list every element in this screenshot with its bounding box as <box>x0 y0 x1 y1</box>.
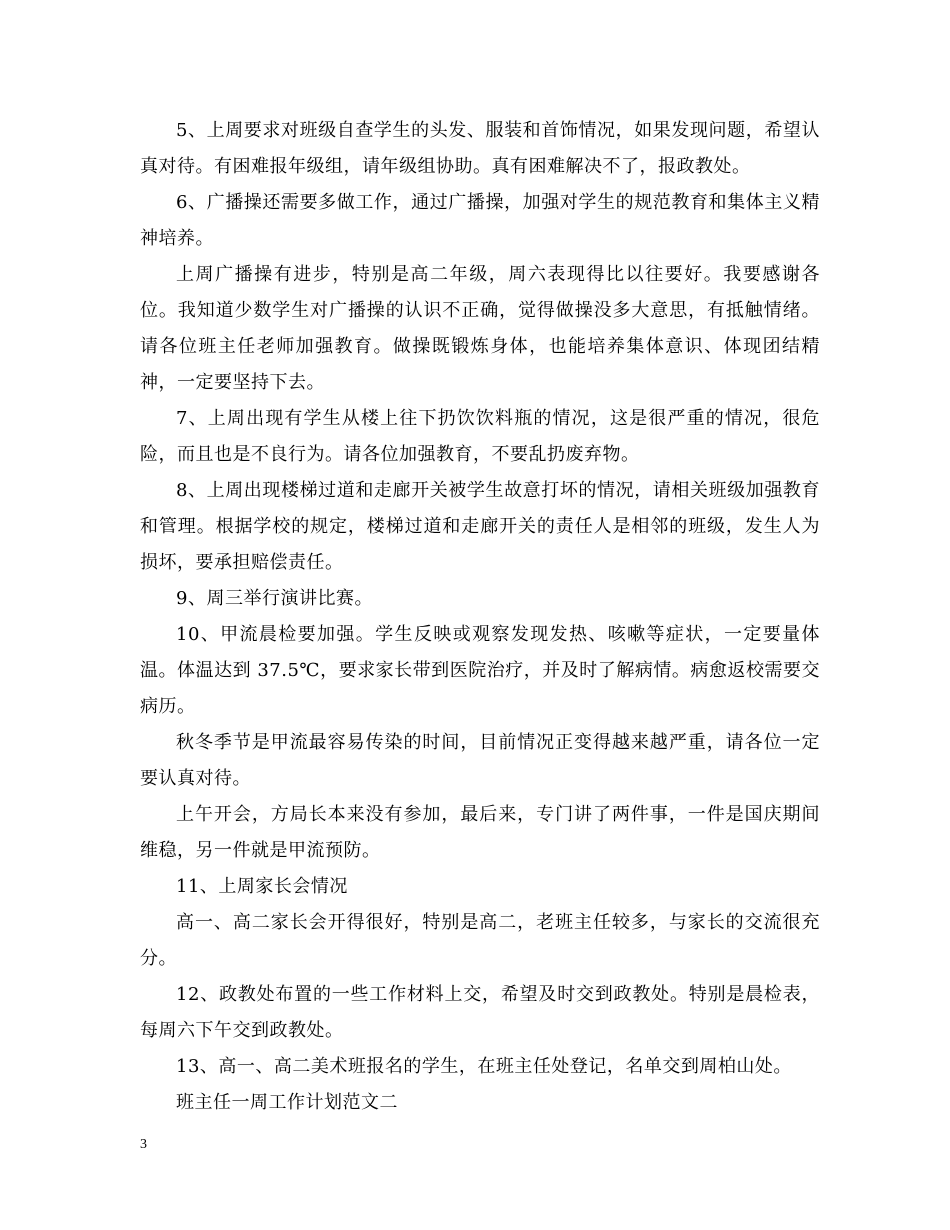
paragraph-broadcast-exercise: 上周广播操有进步，特别是高二年级，周六表现得比以往要好。我要感谢各位。我知道少数学生对广播操的认识不正确，觉得做操没多大意思，有抵触情绪。请各位班主任老师加强教育。做操既锻炼身体，也能培养集体意识、体现团结精神，一定要坚持下去。 <box>140 264 820 393</box>
paragraph-item-10: 10、甲流晨检要加强。学生反映或观察发现发热、咳嗽等症状，一定要量体温。体温达到 37.5℃，要求家长带到医院治疗，并及时了解病情。病愈返校需要交病历。 <box>140 624 820 717</box>
section-heading-sample-two: 班主任一周工作计划范文二 <box>176 1092 398 1113</box>
document-body <box>140 113 820 1121</box>
paragraph-item-8: 8、上周出现楼梯过道和走廊开关被学生故意打坏的情况，请相关班级加强教育和管理。根据学校的规定，楼梯过道和走廊开关的责任人是相邻的班级，发生人为损坏，要承担赔偿责任。 <box>140 480 820 573</box>
paragraph-flu-season: 秋冬季节是甲流最容易传染的时间，目前情况正变得越来越严重，请各位一定要认真对待。 <box>140 732 820 789</box>
paragraph-item-13: 13、高一、高二美术班报名的学生，在班主任处登记，名单交到周柏山处。 <box>176 1056 792 1077</box>
paragraph-morning-meeting: 上午开会，方局长本来没有参加，最后来，专门讲了两件事，一件是国庆期间维稳，另一件就是甲流预防。 <box>140 804 820 861</box>
paragraph-item-5: 5、上周要求对班级自查学生的头发、服装和首饰情况，如果发现问题，希望认真对待。有困难报年级组，请年级组协助。真有困难解决不了，报政教处。 <box>140 120 820 177</box>
paragraph-parent-meeting: 高一、高二家长会开得很好，特别是高二，老班主任较多，与家长的交流很充分。 <box>140 912 820 969</box>
paragraph-item-9: 9、周三举行演讲比赛。 <box>176 588 373 609</box>
paragraph-item-6: 6、广播操还需要多做工作，通过广播操，加强对学生的规范教育和集体主义精神培养。 <box>140 192 820 249</box>
paragraph-item-12: 12、政教处布置的一些工作材料上交，希望及时交到政教处。特别是晨检表，每周六下午交到政教处。 <box>140 984 820 1041</box>
paragraph-item-11: 11、上周家长会情况 <box>176 876 348 897</box>
page-number: 3 <box>140 1137 147 1152</box>
paragraph-item-7: 7、上周出现有学生从楼上往下扔饮饮料瓶的情况，这是很严重的情况，很危险，而且也是不良行为。请各位加强教育，不要乱扔废弃物。 <box>140 408 820 465</box>
